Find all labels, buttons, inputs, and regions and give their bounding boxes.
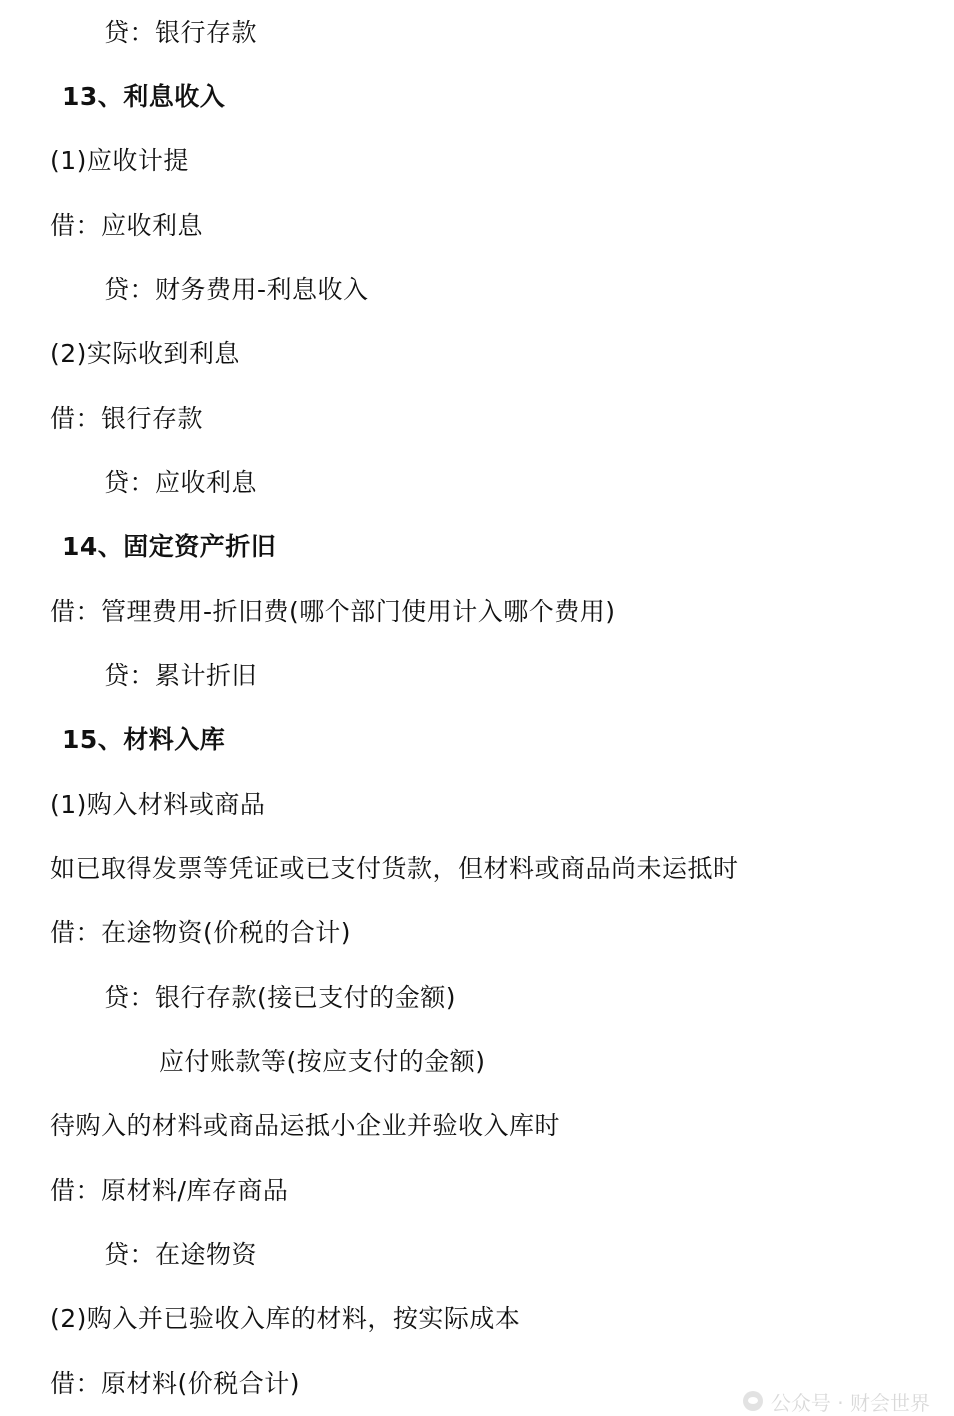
credit-line: 贷：在途物资 [104, 1240, 258, 1269]
credit-line: 贷：应收利息 [104, 468, 258, 497]
debit-line: 借：原材料/库存商品 [50, 1176, 289, 1205]
debit-line: 借：管理费用-折旧费(哪个部门使用计入哪个费用) [50, 597, 616, 626]
subsection-line: (1)应收计提 [50, 146, 189, 175]
body-text-line: 如已取得发票等凭证或已支付货款，但材料或商品尚未运抵时 [50, 854, 739, 883]
section-heading-13: 13、利息收入 [62, 82, 226, 111]
body-text-line: 待购入的材料或商品运抵小企业并验收入库时 [50, 1111, 561, 1140]
credit-line: 贷：财务费用-利息收入 [104, 275, 369, 304]
debit-line: 借：在途物资(价税的合计) [50, 918, 352, 947]
subsection-line: (1)购入材料或商品 [50, 790, 266, 819]
debit-line: 借：应收利息 [50, 211, 204, 240]
credit-line: 应付账款等(按应支付的金额) [159, 1047, 486, 1076]
entry-line: 贷：银行存款 [104, 18, 258, 47]
credit-line: 贷：累计折旧 [104, 661, 258, 690]
wechat-icon [743, 1391, 763, 1411]
credit-line: 贷：银行存款(接已支付的金额) [104, 983, 457, 1012]
subsection-line: (2)购入并已验收入库的材料，按实际成本 [50, 1304, 521, 1333]
section-heading-14: 14、固定资产折旧 [62, 532, 277, 561]
watermark-text: 公众号 · 财会世界 [770, 1390, 930, 1415]
debit-line: 借：银行存款 [50, 404, 204, 433]
section-heading-15: 15、材料入库 [62, 725, 226, 754]
debit-line: 借：原材料(价税合计) [50, 1369, 301, 1398]
subsection-line: (2)实际收到利息 [50, 339, 240, 368]
watermark [743, 1390, 930, 1415]
